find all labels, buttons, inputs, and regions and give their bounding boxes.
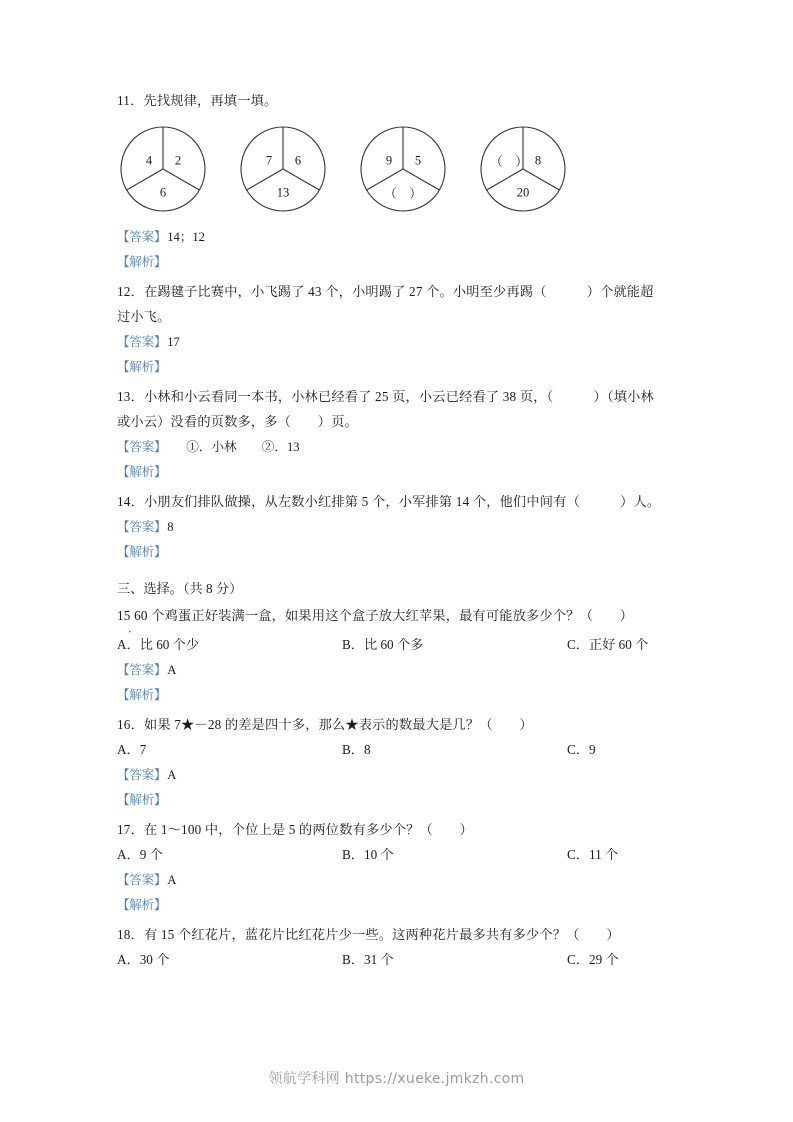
question-17-options (117, 842, 682, 867)
question-15-options (117, 632, 682, 657)
pie-diagram-2-graphic (237, 123, 329, 215)
pie-2-sector-bottom: 13 (276, 185, 290, 200)
section-3-heading: 三、选择。（共 8 分） (117, 581, 243, 596)
question-17-text: 17．在 1～100 中，个位上是 5 的两位数有多少个？（ ） (117, 822, 474, 837)
question-18-text: 18．有 15 个红花片，蓝花片比红花片少一些。这两种花片最多共有多少个？（ ） (117, 927, 620, 942)
pie-diagram-1-graphic (117, 123, 209, 215)
pie-2-sector-left: 7 (265, 153, 273, 168)
question-17-answer-value: A (167, 873, 177, 887)
pie-1-sector-right: 2 (174, 153, 182, 168)
answer-tag: 【答案】 (117, 768, 167, 782)
watermark-site-name: 领航学科网 (268, 1071, 340, 1087)
question-14-answer-value: 8 (167, 520, 174, 534)
pie-2-sector-right: 6 (294, 153, 302, 168)
question-13-text-line2: 或小云）没看的页数多，多（ ）页。 (117, 414, 358, 429)
question-16-option-b[interactable]: B．8 (342, 742, 371, 757)
question-17-option-a[interactable]: A．9 个 (117, 847, 163, 862)
pie-4-sector-bottom: 20 (516, 185, 530, 200)
pie-4-sector-right: 8 (534, 153, 542, 168)
question-16-analysis (117, 788, 682, 812)
analysis-tag: 【解析】 (117, 360, 167, 374)
question-13-analysis (117, 460, 682, 484)
question-12-analysis (117, 355, 682, 379)
answer-tag: 【答案】 (117, 520, 167, 534)
answer-tag: 【答案】 (117, 873, 167, 887)
question-16-option-c[interactable]: C．9 (567, 742, 596, 757)
question-11-analysis (117, 250, 682, 274)
pie-3-sector-left: 9 (385, 153, 393, 168)
pie-diagram-1 (117, 123, 209, 215)
pie-1-sector-left: 4 (145, 153, 153, 168)
question-12-answer-value: 17 (167, 335, 180, 349)
question-13-text-line1: 13．小林和小云看同一本书，小林已经看了 25 页，小云已经看了 38 页，（ ）（填小林 (117, 389, 654, 404)
question-11-text: 11．先找规律，再填一填。 (117, 93, 278, 108)
pie-1-sector-bottom: 6 (159, 185, 167, 200)
pie-3-sector-right: 5 (414, 153, 422, 168)
question-15-option-b[interactable]: B．比 60 个多 (342, 637, 424, 652)
question-17-analysis (117, 893, 682, 917)
question-13-answer (117, 435, 682, 459)
question-16-options (117, 737, 682, 762)
question-14-answer (117, 515, 682, 539)
footer-watermark (0, 1068, 793, 1088)
pie-diagram-2 (237, 123, 329, 215)
answer-tag: 【答案】 (117, 440, 167, 454)
question-15-text: 15 60 个鸡蛋正好装满一盒，如果用这个盒子放大红苹果，最有可能放多少个？（ ） (117, 608, 634, 623)
question-15-analysis (117, 683, 682, 707)
answer-tag: 【答案】 (117, 663, 167, 677)
question-17-answer (117, 868, 682, 892)
question-11-answer (117, 225, 682, 249)
question-18-options (117, 947, 682, 972)
question-17-option-c[interactable]: C．11 个 (567, 847, 619, 862)
question-12-text-line2: 过小飞。 (117, 309, 171, 324)
answer-tag: 【答案】 (117, 335, 167, 349)
question-16-text: 16．如果 7★－28 的差是四十多，那么★表示的数最大是几？（ ） (117, 717, 533, 732)
pie-3-sector-bottom: （ ） (384, 187, 422, 201)
document-content (117, 88, 682, 972)
question-18-option-a[interactable]: A．30 个 (117, 952, 170, 967)
watermark-url: https://xueke.jmkzh.com (344, 1071, 525, 1087)
question-15-answer-value: A (167, 663, 177, 677)
question-14-text: 14．小朋友们排队做操，从左数小红排第 5 个，小军排第 14 个，他们中间有（ ）人。 (117, 494, 661, 509)
question-12-text-line1: 12．在踢毽子比赛中，小飞踢了 43 个，小明踢了 27 个。小明至少再踢（ ）个就能超 (117, 284, 654, 299)
pie-diagram-4 (477, 123, 569, 215)
question-14-analysis (117, 540, 682, 564)
analysis-tag: 【解析】 (117, 898, 167, 912)
question-15-answer (117, 658, 682, 682)
analysis-tag: 【解析】 (117, 688, 167, 702)
question-15-option-c[interactable]: C．正好 60 个 (567, 637, 649, 652)
answer-tag: 【答案】 (117, 230, 167, 244)
question-17-option-b[interactable]: B．10 个 (342, 847, 394, 862)
question-16-option-a[interactable]: A．7 (117, 742, 147, 757)
question-18-option-b[interactable]: B．31 个 (342, 952, 394, 967)
pie-diagram-3 (357, 123, 449, 215)
analysis-tag: 【解析】 (117, 255, 167, 269)
question-11-answer-value: 14；12 (167, 230, 205, 244)
question-16-answer-value: A (167, 768, 177, 782)
analysis-tag: 【解析】 (117, 793, 167, 807)
analysis-tag: 【解析】 (117, 545, 167, 559)
question-16-answer (117, 763, 682, 787)
question-15-option-a[interactable]: A．比 60 个少 (117, 637, 200, 652)
analysis-tag: 【解析】 (117, 465, 167, 479)
question-18-option-c[interactable]: C．29 个 (567, 952, 619, 967)
question-13-answer-value: ①．小林 ②．13 (186, 440, 300, 454)
question-11-figure (117, 119, 682, 223)
question-12-answer (117, 330, 682, 354)
question-15-stray-mark: ． (128, 623, 139, 635)
pie-4-sector-left: （ ） (490, 155, 528, 169)
